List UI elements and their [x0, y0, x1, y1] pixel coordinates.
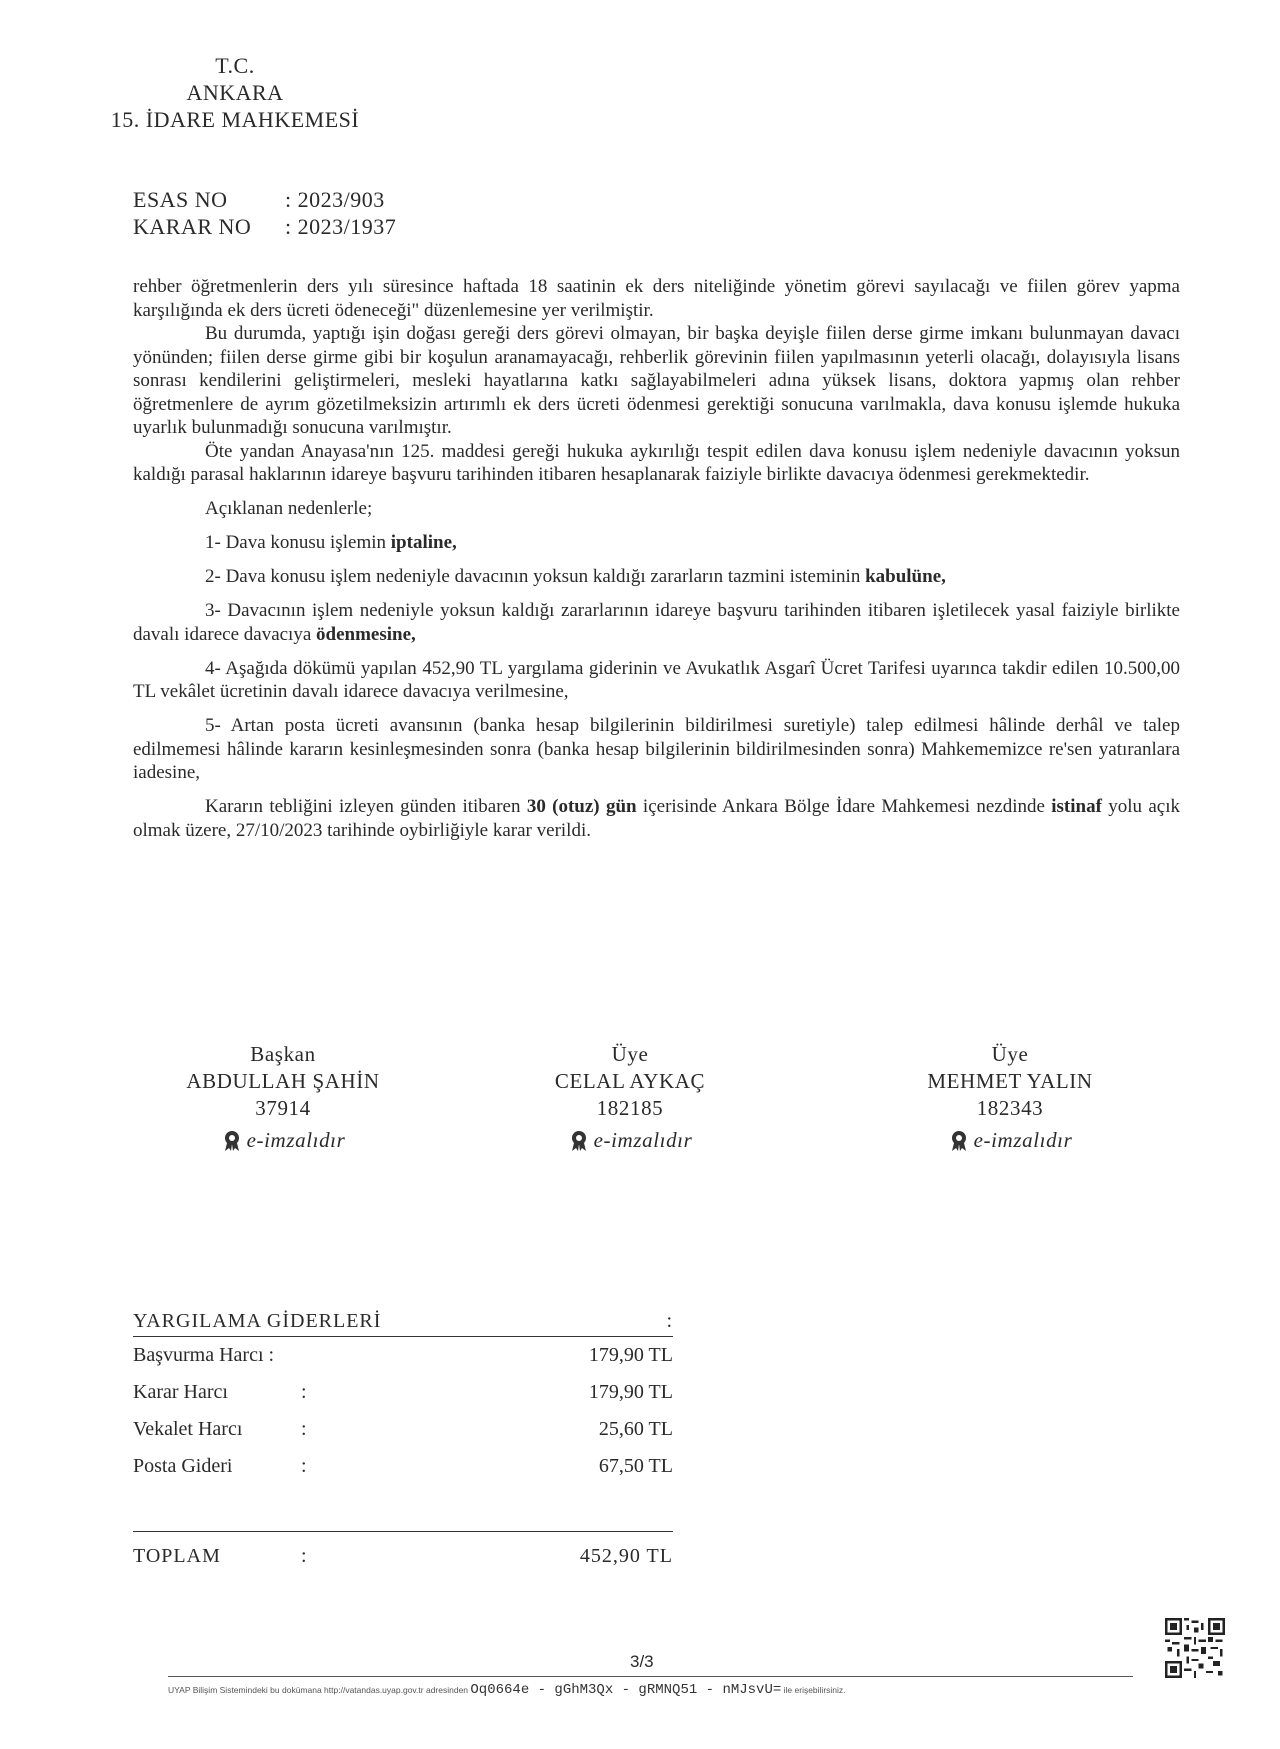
signature-id: 182343	[976, 1096, 1044, 1120]
header-court: 15. İDARE MAHKEMESİ	[110, 107, 360, 132]
ruling-item-2-bold: kabulüne,	[865, 566, 946, 587]
cost-amount: 179,90 TL	[588, 1344, 673, 1366]
paragraph-1: rehber öğretmenlerin ders yılı süresince haftada 18 saatinin ek ders niteliğinde yönetim görevi sayılacağı ve fiilen görev yapma karşılığında ek ders ücreti ödeneceği" düzenlemesine yer verilmiştir.	[133, 276, 1180, 321]
karar-value: : 2023/1937	[285, 214, 397, 239]
costs-title-sep: :	[666, 1310, 673, 1332]
verification-code: Oq0664e - gGhM3Qx - gRMNQ51 - nMJsvU=	[470, 1682, 782, 1698]
cost-label: Vekalet Harcı	[133, 1418, 243, 1440]
cost-row	[133, 1411, 673, 1448]
decision-body	[133, 275, 1180, 842]
final-text-period: 30 (otuz) gün	[526, 796, 637, 817]
signature-block-president	[153, 1041, 413, 1154]
cost-total-row	[133, 1531, 673, 1575]
final-text-c: içerisinde Ankara Bölge İdare Mahkemesi nezdinde	[636, 796, 1052, 817]
e-signature-seal-icon	[948, 1130, 970, 1152]
ruling-item-2-text: 2- Dava konusu işlem nedeniyle davacının yoksun kaldığı zararların tazmini isteminin	[205, 566, 866, 587]
signature-role: Üye	[611, 1042, 649, 1066]
page-number: 3/3	[630, 1652, 654, 1671]
cost-row	[133, 1448, 673, 1485]
verification-footer	[168, 1682, 1168, 1698]
esas-value: : 2023/903	[285, 187, 385, 212]
cost-amount: 67,50 TL	[598, 1455, 673, 1477]
signature-name: MEHMET YALIN	[927, 1069, 1093, 1093]
ruling-item-1-text: 1- Dava konusu işlemin	[205, 532, 391, 553]
qr-code-icon	[1165, 1618, 1225, 1678]
case-numbers	[133, 186, 396, 240]
esas-label: ESAS NO	[133, 187, 228, 212]
signature-esig	[880, 1127, 1140, 1154]
ruling-item-1-bold: iptaline,	[390, 532, 457, 553]
footer-divider	[168, 1676, 1133, 1677]
ruling-item-4: 4- Aşağıda dökümü yapılan 452,90 TL yargılama giderinin ve Avukatlık Asgarî Ücret Tarifesi uyarınca takdir edilen 10.500,00 TL vekâlet ücretinin davalı idarece davacıya verilmesine,	[133, 657, 1180, 702]
karar-label: KARAR NO	[133, 214, 252, 239]
total-amount: 452,90 TL	[579, 1545, 673, 1567]
cost-amount: 179,90 TL	[588, 1381, 673, 1403]
court-costs-table	[133, 1310, 673, 1575]
footer-prefix: UYAP Bilişim Sistemindeki bu dokümana http://vatandas.uyap.gov.tr adresinden	[168, 1685, 469, 1695]
signature-esig	[153, 1127, 413, 1154]
signature-name: CELAL AYKAÇ	[554, 1069, 706, 1093]
signature-id: 182185	[596, 1096, 664, 1120]
signature-block-member-2	[880, 1041, 1140, 1154]
signature-role: Başkan	[250, 1042, 316, 1066]
signature-role: Üye	[991, 1042, 1029, 1066]
ruling-item-3-text: 3- Davacının işlem nedeniyle yoksun kaldığı zararlarının idareye başvuru tarihinden itibaren işletilecek yasal faiziyle birlikte davalı idarece davacıya	[133, 600, 1180, 645]
esig-text: e-imzalıdır	[973, 1128, 1073, 1152]
e-signature-seal-icon	[221, 1130, 243, 1152]
signature-id: 37914	[255, 1096, 311, 1120]
paragraph-4: Açıklanan nedenlerle;	[205, 498, 373, 519]
cost-label: Karar Harcı	[133, 1381, 228, 1403]
signature-esig	[500, 1127, 760, 1154]
final-text-e: yolu açık olmak üzere, 27/10/2023 tarihinde oybirliğiyle karar verildi.	[133, 796, 1180, 841]
ruling-item-3	[133, 599, 1180, 646]
final-text-a: Kararın tebliğini izleyen günden itibaren	[205, 796, 527, 817]
total-label: TOPLAM	[133, 1545, 221, 1567]
paragraph-3: Öte yandan Anayasa'nın 125. maddesi gereği hukuka aykırılığı tespit edilen dava konusu işlem nedeniyle davacının yoksun kaldığı parasal haklarının idareye başvuru tarihinden itibaren hesaplanarak faiziyle birlikte davacıya ödenmesi gerekmektedir.	[133, 440, 1180, 485]
ruling-item-3-bold: ödenmesine,	[316, 623, 416, 645]
cost-sep: :	[301, 1455, 307, 1477]
cost-row	[133, 1374, 673, 1411]
cost-row	[133, 1337, 673, 1374]
e-signature-seal-icon	[568, 1130, 590, 1152]
costs-title: YARGILAMA GİDERLERİ	[133, 1310, 382, 1332]
esig-text: e-imzalıdır	[246, 1128, 346, 1152]
signature-block-member-1	[500, 1041, 760, 1154]
cost-label: Başvurma Harcı :	[133, 1344, 275, 1366]
final-text-istinaf: istinaf	[1051, 796, 1102, 817]
header-city: ANKARA	[186, 80, 284, 105]
ruling-item-5: 5- Artan posta ücreti avansının (banka hesap bilgilerinin bildirilmesi suretiyle) talep edilmesi hâlinde derhâl ve talep edilmemesi hâlinde kararın kesinleşmesinden sonra (banka hesap bilgilerinin bildirilmesinden sonra) Mahkememizce re'sen yatıranlara iadesine,	[133, 715, 1180, 783]
cost-label: Posta Gideri	[133, 1455, 233, 1477]
footer-suffix: ile erişebilirsiniz.	[783, 1685, 846, 1695]
total-sep: :	[301, 1545, 308, 1567]
ruling-item-1	[133, 531, 1180, 555]
final-paragraph	[133, 795, 1180, 842]
court-header	[0, 52, 470, 133]
costs-title-row	[133, 1310, 673, 1337]
paragraph-2: Bu durumda, yaptığı işin doğası gereği ders görevi olmayan, bir başka deyişle fiilen derse girme imkanı bulunmayan davacı yönünden; fiilen derse girme gibi bir koşulun aranamayacağı, rehberlik görevinin fiilen yapılmasının yeterli olacağı, dolayısıyla lisans sonrası kendilerini geliştirmeleri, mesleki hayatlarına katkı sağlayabilmeleri adına yüksek lisans, doktora yapmış olan rehber öğretmenlere de ayrım gözetilmeksizin artırımlı ek ders ücreti ödenmesi gerektiği sonucuna varılmakla, dava konusu işlemde hukuka uyarlık bulunmadığı sonucuna varılmıştır.	[133, 323, 1180, 438]
esig-text: e-imzalıdır	[593, 1128, 693, 1152]
header-tc: T.C.	[215, 53, 255, 78]
cost-sep: :	[301, 1418, 307, 1440]
signature-name: ABDULLAH ŞAHİN	[186, 1069, 380, 1093]
cost-amount: 25,60 TL	[598, 1418, 673, 1440]
cost-sep: :	[301, 1381, 307, 1403]
ruling-item-2	[133, 565, 1180, 589]
